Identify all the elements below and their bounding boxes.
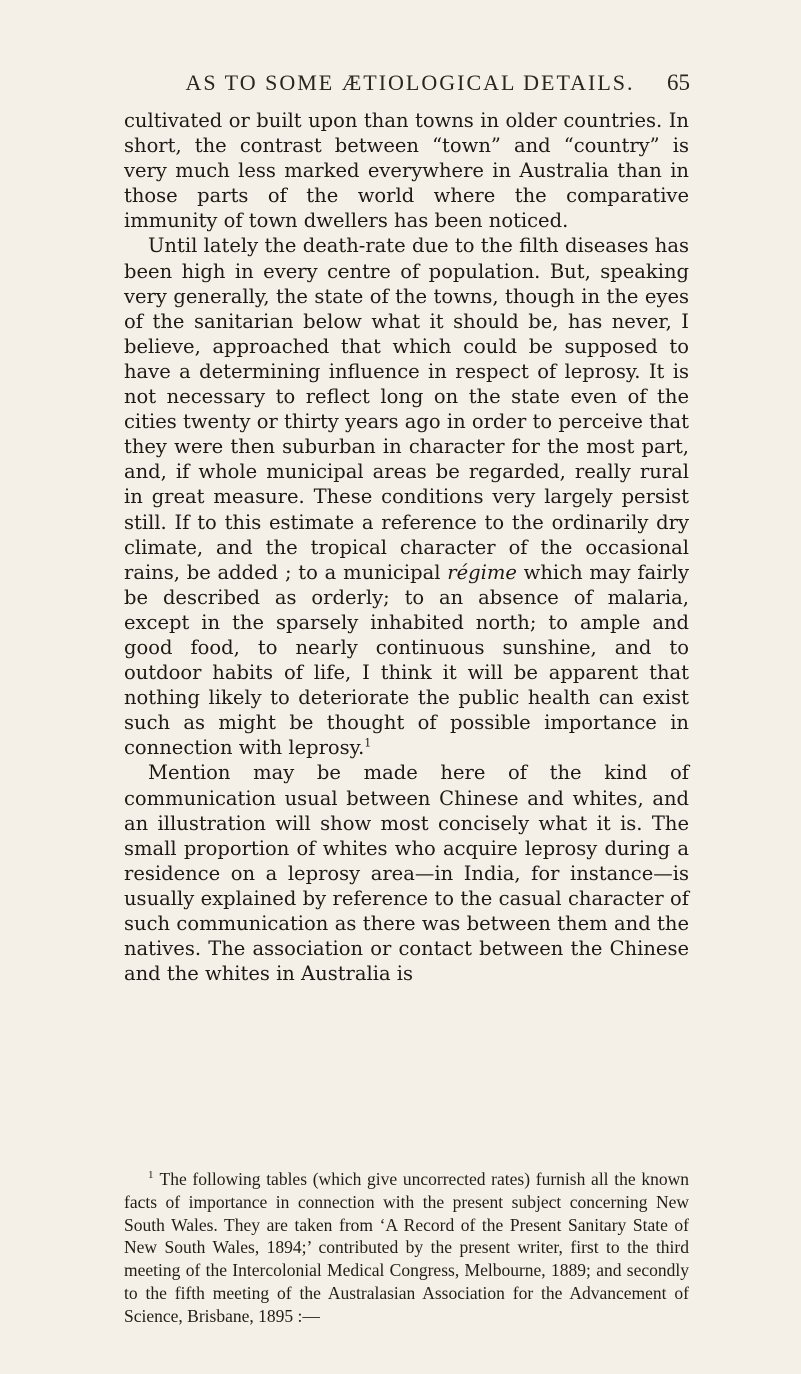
page-number: 65 bbox=[667, 70, 690, 95]
paragraph-3: Mention may be made here of the kind of communication usual between Chinese and whites, and an illustration will show most concisely what it is. The small proportion of whites who acquire leprosy during a residence on a leprosy area—in India, for instance—is usually explained by reference to the casual character of such communication as there was between them and the natives. The association or contact between the Chinese and the whites in Australia is bbox=[124, 761, 689, 986]
footnote-reference: 1 bbox=[364, 736, 372, 750]
paragraph-2-part-b: which may fairly be described as orderly; to an absence of malaria, except in the sparsely inhabited north; to ample and good food, to nearly continuous sunshine, and to outdoor habits of life, I think it will be apparent that nothing likely to deteriorate the public health can exist such as might be thought of possible importance in connection with leprosy. bbox=[124, 560, 690, 760]
paragraph-1: cultivated or built upon than towns in older countries. In short, the contrast between “town” and “country” is very much less marked everywhere in Australia than in those parts of the world where the comparative immunity of town dwellers has been noticed. bbox=[124, 109, 689, 233]
paragraph-2-part-a: Until lately the death-rate due to the filth diseases has been high in every centre of population. But, speaking very generally, the state of the towns, though in the eyes of the sanitarian below what it should be, has never, I believe, approached that which could be supposed to have a determining influence in respect of leprosy. It is not necessary to reflect long on the state even of the cities twenty or thirty years ago in order to perceive that they were then suburban in character for the most part, and, if whole municipal areas be regarded, really rural in great measure. These conditions very largely persist still. If to this estimate a reference to the ordinarily dry climate, and the tropical character of the occasional rains, be added ; to a municipal bbox=[124, 234, 689, 584]
footnote-paragraph bbox=[124, 1168, 689, 1328]
body-text bbox=[124, 108, 689, 986]
italic-regime: régime bbox=[447, 560, 517, 584]
footnote-text: The following tables (which give uncorrected rates) furnish all the known facts of importance in connection with the present subject concerning New South Wales. They are taken from ‘A Record of the Present Sanitary State of New South Wales, 1894;’ contributed by the present writer, first to the third meeting of the Intercolonial Medical Congress, Melbourne, 1889; and secondly to the fifth meeting of the Australasian Association for the Advancement of Science, Brisbane, 1895 :— bbox=[124, 1169, 689, 1326]
footnote-mark: 1 bbox=[148, 1169, 154, 1182]
footnote bbox=[124, 1168, 689, 1328]
running-head: AS TO SOME ÆTIOLOGICAL DETAILS. bbox=[185, 70, 635, 95]
page-header bbox=[130, 70, 690, 110]
paragraph-2 bbox=[124, 233, 689, 760]
